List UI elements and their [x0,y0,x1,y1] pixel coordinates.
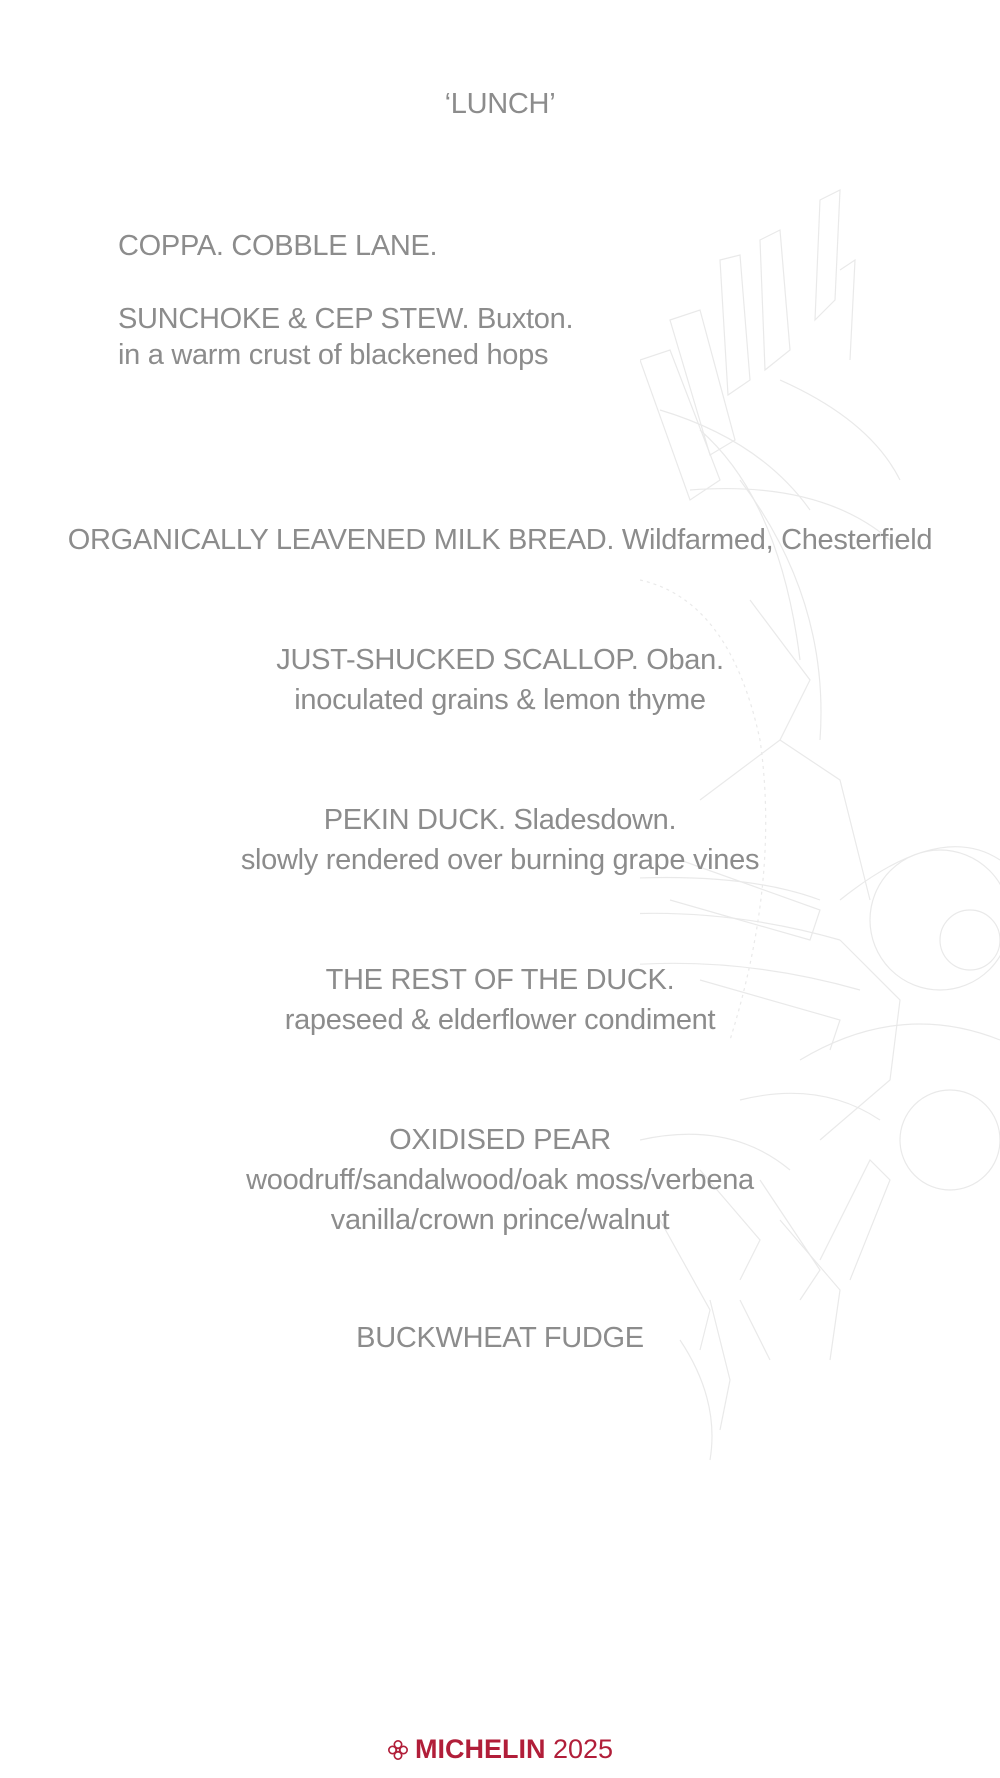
course-duck-desc: slowly rendered over burning grape vines [240,844,760,876]
course-sunchoke-title: SUNCHOKE & CEP STEW. Buxton. [118,303,574,335]
course-sunchoke-desc: in a warm crust of blackened hops [118,339,549,371]
course-rest-of-duck-desc: rapeseed & elderflower condiment [284,1004,716,1036]
course-rest-of-duck-title: THE REST OF THE DUCK. [325,964,675,996]
course-duck-title: PEKIN DUCK. Sladesdown. [323,804,677,836]
michelin-footer [0,1734,1000,1765]
bird-sketch-icon [640,180,1000,1580]
course-scallop-title: JUST-SHUCKED SCALLOP. Oban. [276,644,724,676]
course-pear-desc-2: vanilla/crown prince/walnut [330,1204,670,1236]
course-scallop-desc: inoculated grains & lemon thyme [294,684,706,716]
michelin-flower-icon [387,1739,409,1761]
course-pear-desc-1: woodruff/sandalwood/oak moss/verbena [246,1164,754,1196]
course-fudge: BUCKWHEAT FUDGE [356,1322,644,1354]
course-pear-title: OXIDISED PEAR [389,1124,611,1156]
course-bread: ORGANICALLY LEAVENED MILK BREAD. Wildfarmed, Chesterfield [67,524,933,556]
menu-title: ‘LUNCH’ [444,88,556,120]
michelin-brand: MICHELIN [414,1734,546,1764]
michelin-year: 2025 [552,1734,614,1764]
course-coppa: COPPA. COBBLE LANE. [118,230,438,262]
